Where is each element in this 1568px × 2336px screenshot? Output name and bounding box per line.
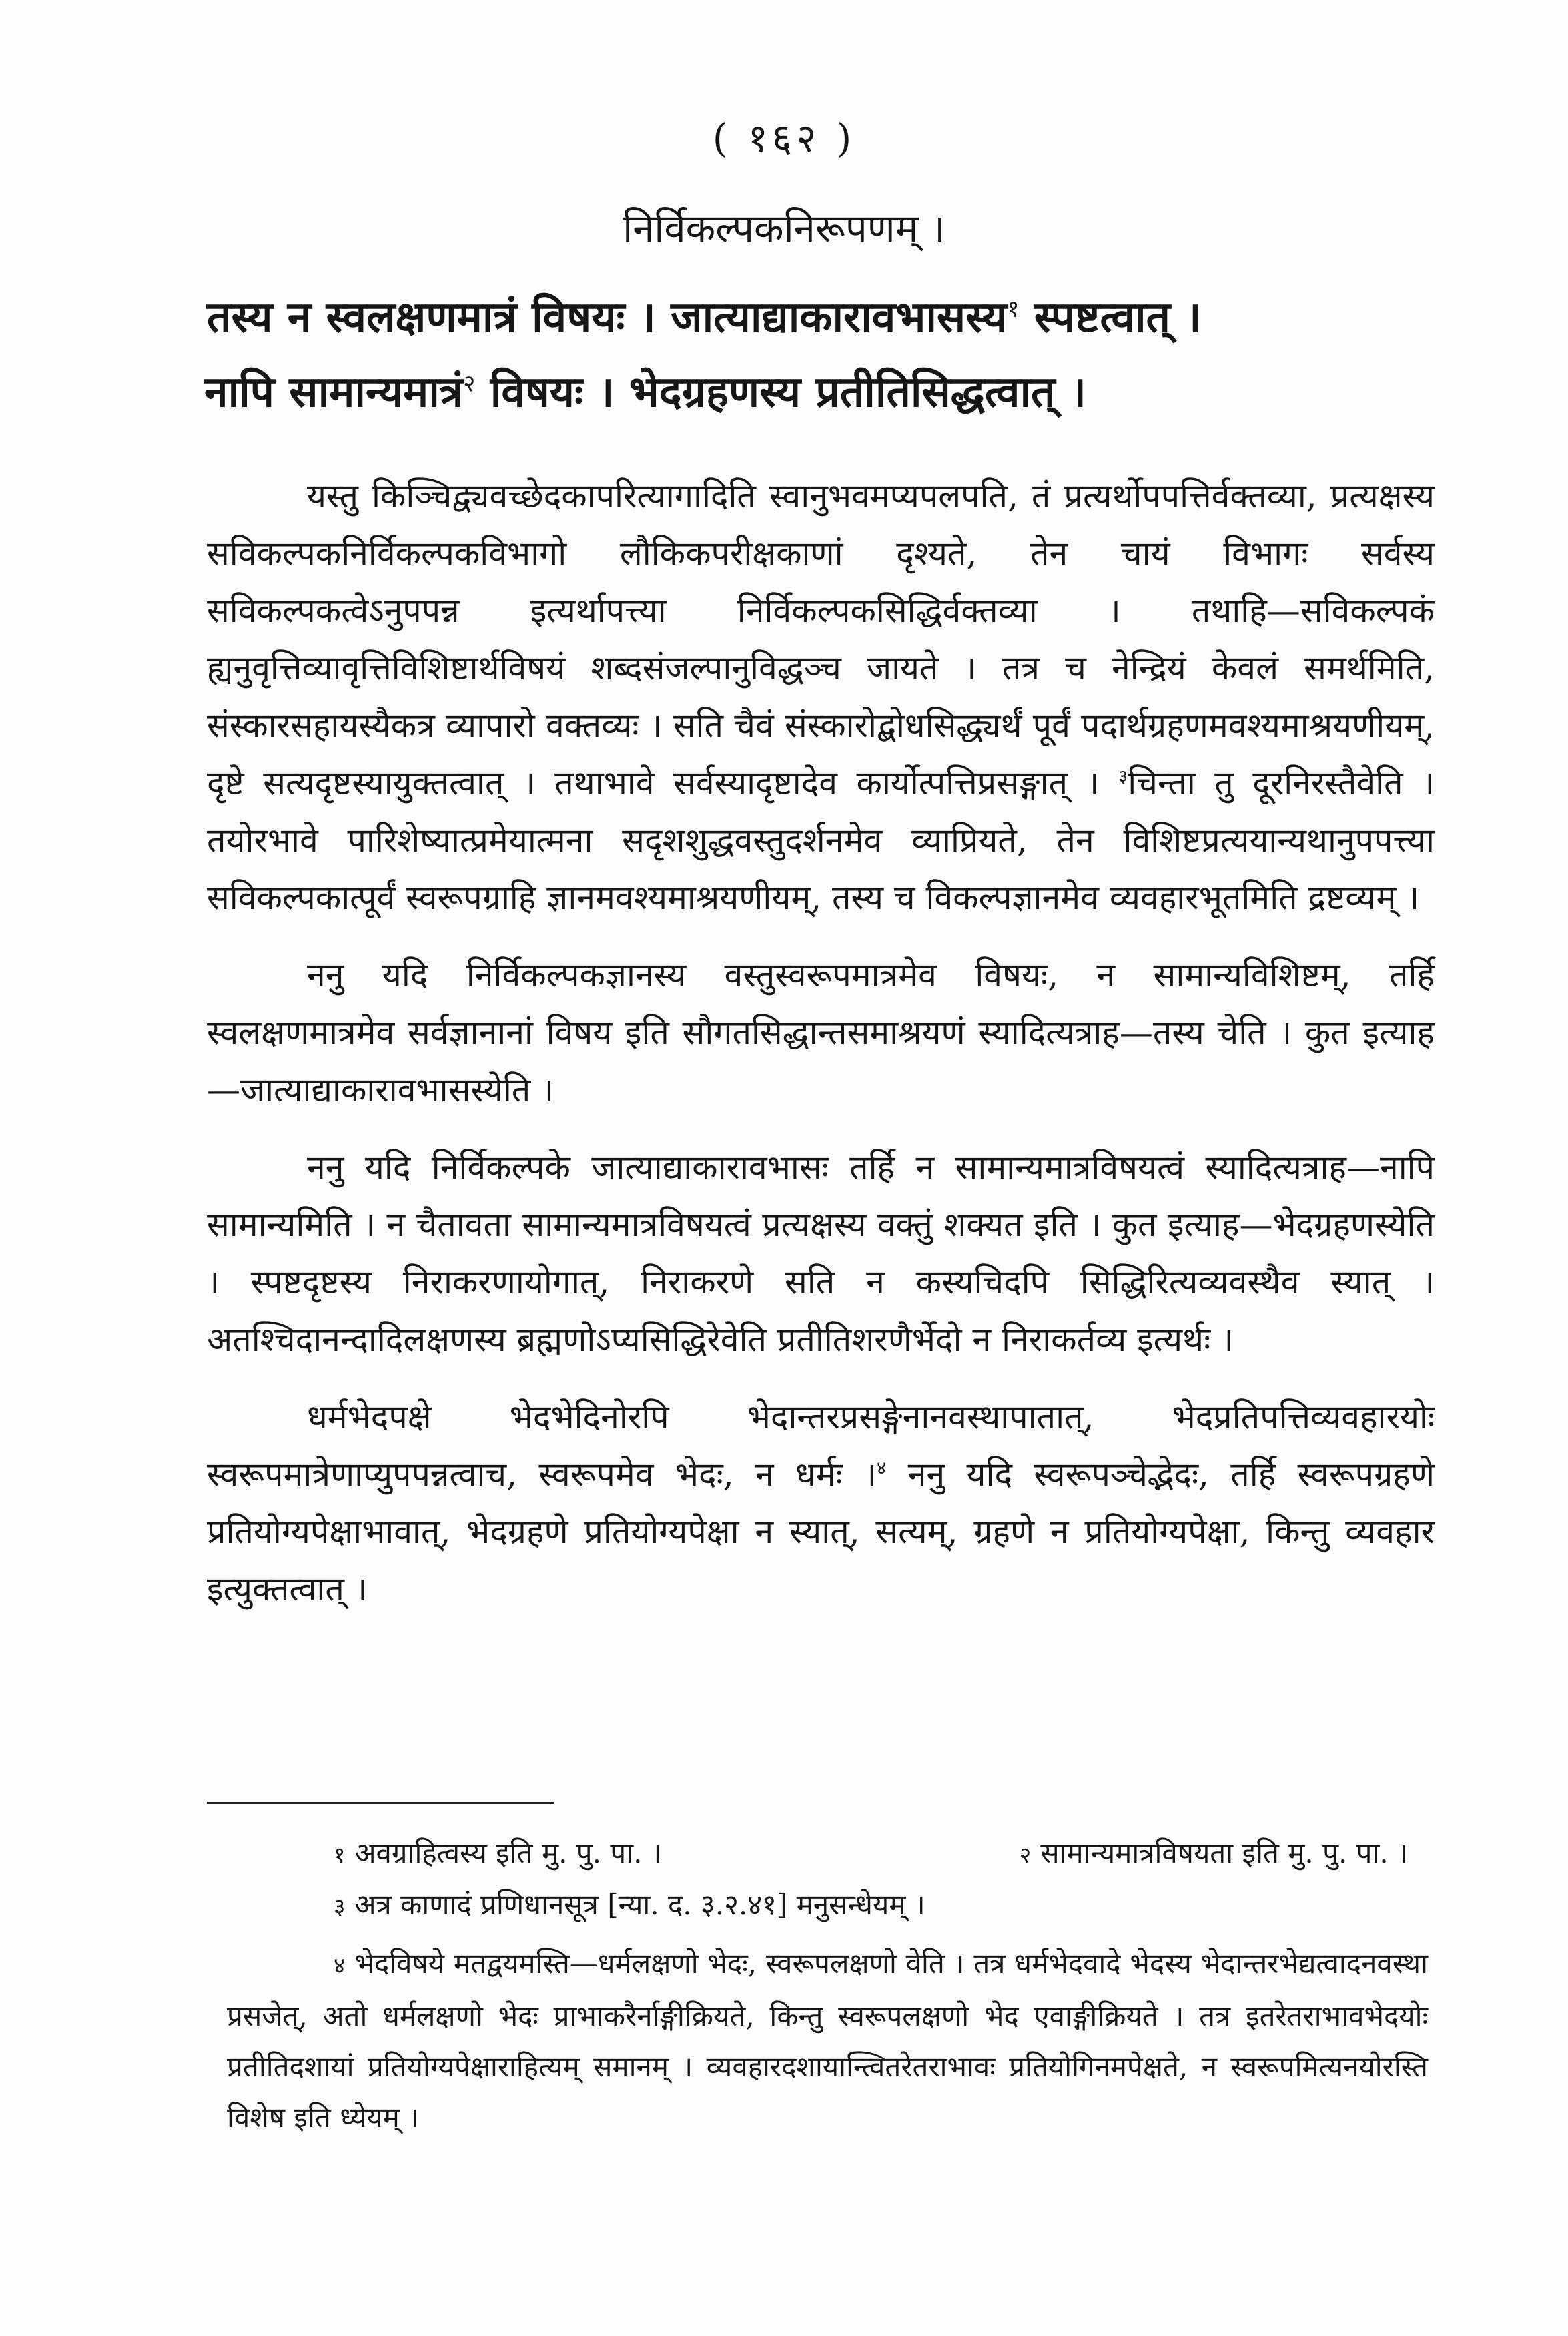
footnote-ref-4: ४ [877, 1457, 887, 1479]
footnote-1-text: अवग्राहित्वस्य इति मु. पु. पा. । [354, 1837, 662, 1869]
footnote-2 [1020, 1829, 1408, 1880]
sutra-line-1-end: स्पष्टत्वात् । [1019, 292, 1202, 342]
paragraph-1-text: यस्तु किञ्चिद्व्यवच्छेदकापरित्यागादिति स्वानुभवमप्यपलपति, तं प्रत्यर्थोपपत्तिर्वक्तव्या, प्रत्यक्षस्य सविकल्पकनिर्विकल्पकविभागो लौकिकपरीक्षकाणां दृश्यते, तेन चायं विभागः सर्वस्य सविकल्पकत्वेऽनुपपन्न इत्यर्थापत्त्या निर्विकल्पकसिद्धिर्वक्तव्या । तथाहि—सविकल्पकं ह्यनुवृत्तिव्यावृत्तिविशिष्टार्थविषयं शब्दसंजल्पानुविद्धञ्च जायते । तत्र च नेन्द्रियं केवलं समर्थमिति, संस्कारसहायस्यैकत्र व्यापारो वक्तव्यः । सति चैवं संस्कारोद्बोधसिद्ध्यर्थं पूर्वं पदार्थग्रहणमवश्यमाश्रयणीयम्, दृष्टे सत्यदृष्टस्यायुक्तत्वात् । तथाभावे सर्वस्यादृष्टादेव कार्योत्पत्तिप्रसङ्गात् । [207, 477, 1435, 802]
footnote-2-text: सामान्यमात्रविषयता इति मु. पु. पा. । [1040, 1837, 1408, 1869]
commentary-paragraph-2: ननु यदि निर्विकल्पकज्ञानस्य वस्तुस्वरूपमात्रमेव विषयः, न सामान्यविशिष्टम्, तर्हि स्वलक्षणमात्रमेव सर्वज्ञानानां विषय इति सौगतसिद्धान्तसमाश्रयणं स्यादित्यत्राह—तस्य चेति । कुत इत्याह—जात्याद्याकारावभासस्येति । [207, 956, 1435, 1109]
commentary [207, 467, 1435, 1638]
paragraph-4-end: ननु यदि स्वरूपञ्चेद्भेदः, तर्हि स्वरूपग्रहणे प्रतियोग्यपेक्षाभावात्, भेदग्रहणे प्रतियोग्यपेक्षा न स्यात्, सत्यम्, ग्रहणे न प्रतियोग्यपेक्षा, किन्तु व्यवहार इत्युक्तत्वात् । [207, 1455, 1435, 1609]
footnote-2-mark: २ [1019, 1842, 1032, 1868]
footnote-4-mark: ४ [334, 1952, 346, 1978]
sutra-line-2-text: नापि सामान्यमात्रं [204, 367, 464, 417]
page-number: ( १६२ ) [712, 115, 856, 161]
footnote-1 [334, 1829, 662, 1880]
paragraph-4-text: धर्मभेदपक्षे भेदभेदिनोरपि भेदान्तरप्रसङ्गेनानवस्थापातात्, भेदप्रतिपत्तिव्यवहारयोः स्वरूपमात्रेणाप्युपपन्नत्वाच, स्वरूपमेव भेदः, न धर्मः । [207, 1398, 1435, 1494]
sutra-line-1-text: तस्य न स्वलक्षणमात्रं विषयः । जात्याद्याकारावभासस्य [207, 292, 1008, 342]
footnote-ref-1: १ [1007, 295, 1020, 323]
paragraph-1-end: चिन्ता तु दूरनिरस्तैवेति । तयोरभावे पारिशेष्यात्प्रमेयात्मना सदृशशुद्धवस्तुदर्शनमेव व्याप्रियते, तेन विशिष्टप्रत्ययान्यथानुपपत्त्या सविकल्पकात्पूर्वं स्वरूपग्राहि ज्ञानमवश्यमाश्रयणीयम्, तस्य च विकल्पज्ञानमेव व्यवहारभूतमिति द्रष्टव्यम् । [207, 764, 1435, 917]
section-title: निर्विकल्पकनिरूपणम् । [623, 206, 945, 251]
footnote-3 [227, 1880, 1428, 1932]
sutra-block [204, 280, 1461, 430]
footnote-4-text: भेदविषये मतद्वयमस्ति—धर्मलक्षणो भेदः, स्वरूपलक्षणो वेति । तत्र धर्मभेदवादे भेदस्य भेदान्तरभेद्यत्वादनवस्था प्रसजेत्, अतो धर्मलक्षणो भेदः प्राभाकरैर्नाङ्गीक्रियते, किन्तु स्वरूपलक्षणो भेद एवाङ्गीक्रियते । तत्र इतरेतराभावभेदयोः प्रतीतिदशायां प्रतियोग्यपेक्षाराहित्यम् समानम् । व्यवहारदशायान्त्वितरेतराभावः प्रतियोगिनमपेक्षते, न स्वरूपमित्यनयोरस्ति विशेष इति ध्येयम् । [227, 1947, 1428, 2134]
footnote-3-text: अत्र काणादं प्रणिधानसूत्र [न्या. द. ३.२.४१] मनुसन्धेयम् । [354, 1888, 925, 1921]
footnote-ref-2: २ [463, 370, 476, 398]
commentary-paragraph-1 [207, 467, 1435, 926]
footnote-4 [227, 1938, 1428, 2143]
footnote-ref-3: ३ [1118, 766, 1128, 788]
footnote-row-1-2 [227, 1829, 1428, 1880]
footnote-divider [207, 1802, 554, 1804]
footnote-1-mark: १ [334, 1842, 346, 1868]
sutra-line-2-end: विषयः । भेदग्रहणस्य प्रतीतिसिद्धत्वात् । [475, 367, 1087, 417]
sutra-line-1 [207, 280, 1461, 355]
commentary-paragraph-4 [207, 1388, 1435, 1618]
footnotes [227, 1829, 1428, 2143]
sutra-line-2 [204, 355, 1461, 430]
commentary-paragraph-3: ननु यदि निर्विकल्पके जात्याद्याकारावभासः तर्हि न सामान्यमात्रविषयत्वं स्यादित्यत्राह—नापि सामान्यमिति । न चैतावता सामान्यमात्रविषयत्वं प्रत्यक्षस्य वक्तुं शक्यत इति । कुत इत्याह—भेदग्रहणस्येति । स्पष्टदृष्टस्य निराकरणायोगात्, निराकरणे सति न कस्यचिदपि सिद्धिरित्यव्यवस्थैव स्यात् । अतश्चिदानन्दादिलक्षणस्य ब्रह्मणोऽप्यसिद्धिरेवेति प्रतीतिशरणैर्भेदो न निराकर्तव्य इत्यर्थः । [207, 1148, 1435, 1359]
footnote-3-mark: ३ [334, 1893, 346, 1920]
